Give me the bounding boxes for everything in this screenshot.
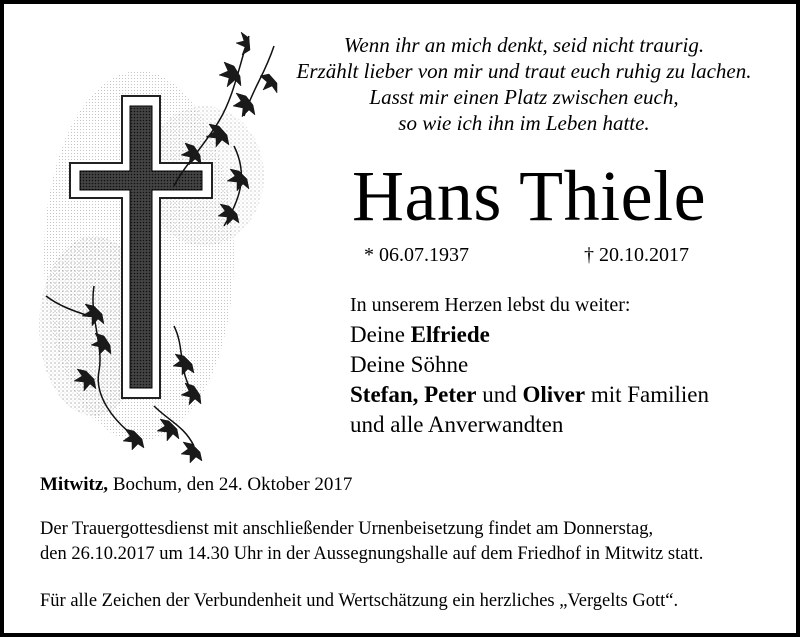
- poem-line: Erzählt lieber von mir und traut euch ruhig zu lachen.: [296, 59, 752, 83]
- place-date: [40, 472, 352, 498]
- poem-line: Lasst mir einen Platz zwischen euch,: [369, 85, 679, 109]
- mourner-sons-label: Deine Söhne: [350, 352, 469, 377]
- mourners-intro: In unserem Herzen lebst du weiter:: [350, 294, 631, 316]
- poem-line: Wenn ihr an mich denkt, seid nicht traurig.: [343, 33, 705, 57]
- place-date-rest: Bochum, den 24. Oktober 2017: [108, 474, 353, 495]
- mourner-name: Peter: [424, 382, 477, 407]
- poem: [274, 32, 774, 136]
- service-line: den 26.10.2017 um 14.30 Uhr in der Aussegnungshalle auf dem Friedhof in Mitwitz statt.: [40, 544, 704, 564]
- mourner-connector: und: [476, 382, 523, 407]
- cross-with-ivy-illustration: [34, 26, 304, 466]
- poem-line: so wie ich ihn im Leben hatte.: [398, 111, 650, 135]
- mourner-families: mit Familien: [585, 382, 710, 407]
- mourner-sons: [350, 380, 790, 410]
- deceased-name: Hans Thiele: [351, 156, 707, 236]
- service-notice: [40, 517, 780, 567]
- mourner-prefix: Deine: [350, 322, 411, 347]
- mourner-name: Elfriede: [410, 322, 490, 347]
- mourner-wife: [350, 320, 790, 350]
- place-town: Mitwitz,: [40, 474, 109, 495]
- mourner-relatives: und alle Anverwandten: [350, 412, 564, 437]
- mourner-name: Stefan,: [350, 382, 419, 407]
- mourner-name: Oliver: [522, 382, 586, 407]
- service-line: Der Trauergottesdienst mit anschließender Urnenbeisetzung findet am Donnerstag,: [40, 519, 654, 539]
- mourners-list: [350, 290, 790, 440]
- death-date: † 20.10.2017: [584, 244, 689, 266]
- birth-date: * 06.07.1937: [364, 244, 469, 266]
- thanks-note: Für alle Zeichen der Verbundenheit und Wertschätzung ein herzliches „Vergelts Gott“.: [40, 591, 679, 611]
